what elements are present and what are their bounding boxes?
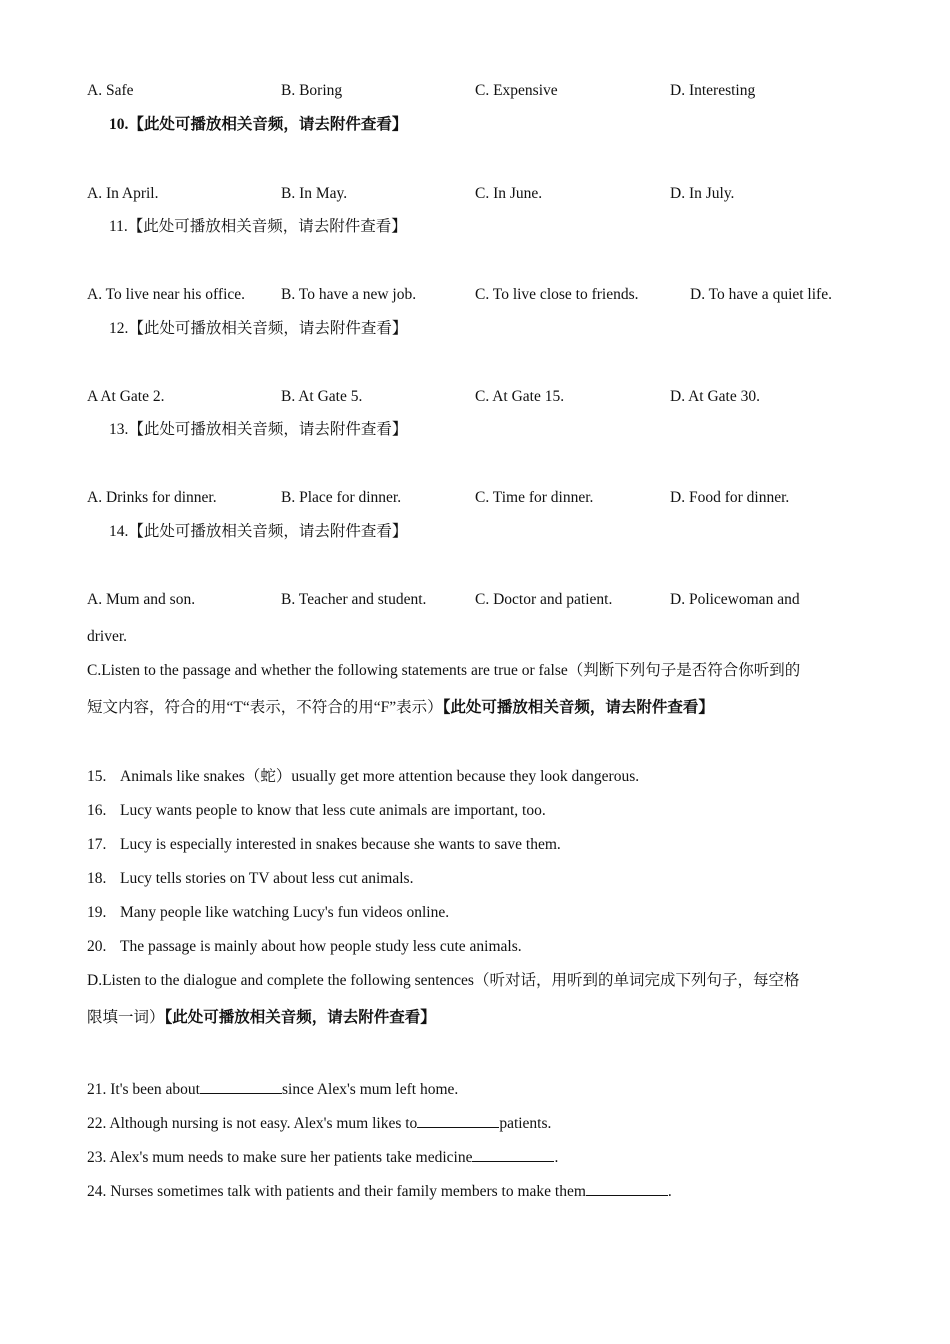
statement-text: Lucy wants people to know that less cute animals are important, too. [120,802,546,819]
section-d-instructions-cont [87,1008,436,1028]
sentence-24 [87,1180,672,1202]
q13-option-c: C. Time for dinner. [475,489,594,506]
q14-option-d: D. Policewoman and [670,591,800,608]
statement-number: 19. [87,904,107,921]
q9-option-d: D. Interesting [670,82,756,99]
q13-option-b: B. Place for dinner. [281,489,402,506]
statement-number: 16. [87,802,107,819]
q11-option-a: A. To live near his office. [87,286,246,303]
section-d-instructions: D.Listen to the dialogue and complete the following sentences（听对话，用听到的单词完成下列句子，每空格 [87,972,800,989]
sentence-22 [87,1112,551,1134]
q12-option-b: B. At Gate 5. [281,388,363,405]
section-c-instructions: C.Listen to the passage and whether the following statements are true or false（判断下列句子是否符合你听到的 [87,662,801,679]
sentence-text-after: since Alex's mum left home. [282,1081,459,1098]
q12-option-c: C. At Gate 15. [475,388,565,405]
answer-blank-24[interactable] [586,1180,668,1196]
sentence-21 [87,1078,458,1100]
sentence-text-after: . [667,1183,672,1200]
sentence-text-after: . [554,1149,559,1166]
q13-option-a: A. Drinks for dinner. [87,489,217,506]
sentence-text-before: 21. It's been about [87,1081,200,1098]
q10-option-c: C. In June. [475,185,543,202]
answer-blank-23[interactable] [472,1146,554,1162]
q11-audio-prompt[interactable]: 11.【此处可播放相关音频，请去附件查看】 [109,218,407,235]
statement-number: 17. [87,836,107,853]
q9-option-c: C. Expensive [475,82,558,99]
statement-text: Animals like snakes（蛇）usually get more attention because they look dangerous. [120,768,640,785]
section-c-instructions-cont [87,698,714,718]
q10-option-a: A. In April. [87,185,159,202]
q12-audio-prompt[interactable]: 12.【此处可播放相关音频，请去附件查看】 [109,320,408,337]
q14-option-a: A. Mum and son. [87,591,196,608]
sentence-text-before: 22. Although nursing is not easy. Alex's mum likes to [87,1115,418,1132]
sentence-text-before: 23. Alex's mum needs to make sure her patients take medicine [87,1149,473,1166]
section-c-instructions-text: 短文内容，符合的用“T“表示，不符合的用“F”表示） [87,699,443,716]
statement-text: Lucy tells stories on TV about less cut animals. [120,870,414,887]
answer-blank-22[interactable] [417,1112,499,1128]
q10-option-b: B. In May. [281,185,348,202]
q12-option-a: A At Gate 2. [87,388,165,405]
statement-number: 18. [87,870,107,887]
section-d-audio-prompt[interactable]: 【此处可播放相关音频，请去附件查看】 [164,1009,436,1026]
q13-option-d: D. Food for dinner. [670,489,790,506]
statement-text: The passage is mainly about how people study less cute animals. [120,938,522,955]
q10-option-d: D. In July. [670,185,735,202]
q11-option-c: C. To live close to friends. [475,286,639,303]
statement-text: Lucy is especially interested in snakes because she wants to save them. [120,836,561,853]
sentence-text-before: 24. Nurses sometimes talk with patients and their family members to make them [87,1183,586,1200]
q14-option-c: C. Doctor and patient. [475,591,613,608]
q11-option-b: B. To have a new job. [281,286,417,303]
q9-option-b: B. Boring [281,82,343,99]
answer-blank-21[interactable] [200,1078,282,1094]
q14-option-d-wrap: driver. [87,628,128,645]
q14-audio-prompt[interactable]: 14.【此处可播放相关音频，请去附件查看】 [109,523,408,540]
statement-number: 20. [87,938,107,955]
q14-option-b: B. Teacher and student. [281,591,427,608]
sentence-text-after: patients. [499,1115,552,1132]
q12-option-d: D. At Gate 30. [670,388,760,405]
q10-audio-prompt[interactable]: 10.【此处可播放相关音频，请去附件查看】 [109,116,408,133]
section-d-instructions-text: 限填一词） [87,1009,165,1026]
q13-audio-prompt[interactable]: 13.【此处可播放相关音频，请去附件查看】 [109,421,408,438]
q9-option-a: A. Safe [87,82,134,99]
section-c-audio-prompt[interactable]: 【此处可播放相关音频，请去附件查看】 [442,699,714,716]
statement-text: Many people like watching Lucy's fun videos online. [120,904,450,921]
q11-option-d: D. To have a quiet life. [690,286,832,303]
sentence-23 [87,1146,558,1168]
statement-number: 15. [87,768,107,785]
